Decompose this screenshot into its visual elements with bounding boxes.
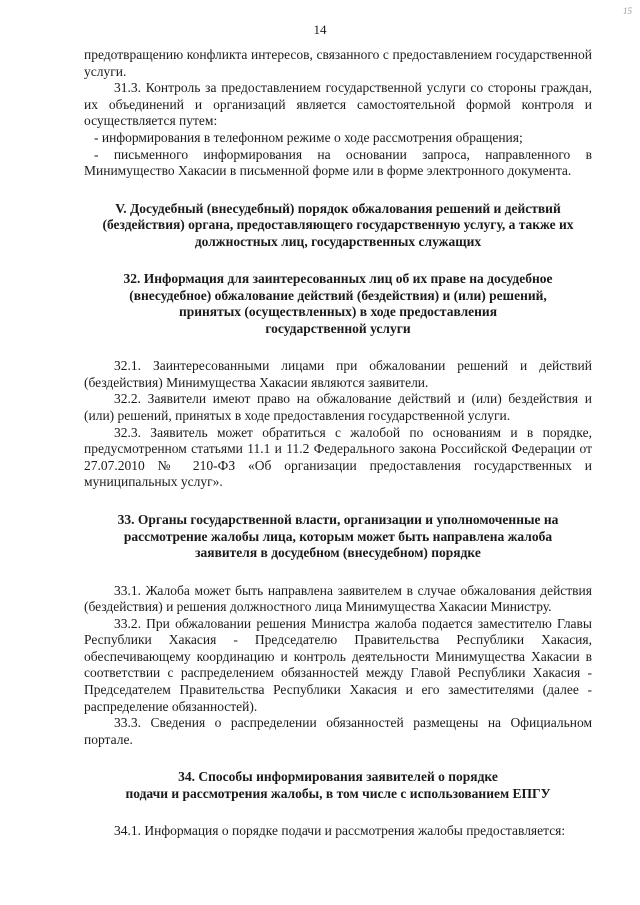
paragraph: 33.3. Сведения о распределении обязанностей размещены на Официальном портале. bbox=[84, 715, 592, 747]
heading-line: 32. Информация для заинтересованных лиц об их праве на досудебное bbox=[123, 271, 553, 287]
paragraph: - письменного информирования на основании запроса, направленного в Минимущество Хакасии в письменной форме или в форме электронного документа. bbox=[84, 146, 592, 179]
heading-line: V. Досудебный (внесудебный) порядок обжалования решений и действий bbox=[115, 200, 561, 216]
page-number: 14 bbox=[313, 22, 327, 37]
section-heading bbox=[84, 201, 592, 251]
paragraph: 33.1. Жалоба может быть направлена заявителем в случае обжалования действия (бездействия) и решения должностного лица Минимущества Хакасии Министру. bbox=[84, 582, 592, 615]
heading-line: рассмотрение жалобы лица, которым может быть направлена жалоба bbox=[123, 528, 553, 544]
paragraph: 32.2. Заявители имеют право на обжалование действий и (или) бездействия и (или) решений, принятых в ходе предоставления государственной услуги. bbox=[84, 391, 592, 424]
corner-mark: 15 bbox=[623, 6, 632, 16]
paragraph: 32.3. Заявитель может обратиться с жалобой по основаниям и в порядке, предусмотренном статьями 11.1 и 11.2 Федерального закона Российской Федерации от 27.07.2010 № 210-ФЗ «Об организации предоставления государственных и муниципальных услуг». bbox=[84, 424, 592, 490]
spacer bbox=[84, 250, 592, 271]
heading-line: 33. Органы государственной власти, организации и уполномоченные на bbox=[117, 512, 559, 527]
spacer bbox=[84, 802, 592, 823]
section-heading bbox=[84, 769, 592, 802]
heading-line: подачи и рассмотрения жалобы, в том числе с использованием ЕПГУ bbox=[125, 785, 551, 801]
paragraph: - информирования в телефонном режиме о ходе рассмотрения обращения; bbox=[94, 129, 523, 145]
spacer bbox=[84, 491, 592, 512]
paragraph: 34.1. Информация о порядке подачи и рассмотрения жалобы предоставляется: bbox=[114, 823, 566, 839]
section-heading bbox=[84, 512, 592, 562]
heading-line: (внесудебное) обжалование действий (бездействия) и (или) решений, bbox=[129, 287, 547, 303]
paragraph: 31.3. Контроль за предоставлением государственной услуги со стороны граждан, их объединений и организаций является самостоятельной формой контроля и осуществляется путем: bbox=[84, 80, 592, 129]
spacer bbox=[84, 562, 592, 583]
section-heading bbox=[84, 271, 592, 337]
heading-line: государственной услуги bbox=[265, 320, 411, 336]
spacer bbox=[84, 180, 592, 201]
heading-line: 34. Способы информирования заявителей о порядке bbox=[178, 769, 498, 785]
heading-line: должностных лиц, государственных служащих bbox=[194, 233, 482, 249]
spacer bbox=[84, 337, 592, 358]
paragraph: 32.1. Заинтересованными лицами при обжаловании решений и действий (бездействия) Минимущества Хакасии являются заявители. bbox=[84, 358, 592, 390]
heading-line: заявителя в досудебном (внесудебном) порядке bbox=[195, 545, 481, 560]
heading-line: (бездействия) органа, предоставляющего государственную услугу, а также их bbox=[102, 217, 574, 233]
paragraph: предотвращению конфликта интересов, связанного с предоставлением государственной услуги. bbox=[84, 47, 592, 79]
document-body bbox=[84, 47, 592, 840]
heading-line: принятых (осуществленных) в ходе предоставления bbox=[178, 304, 498, 320]
spacer bbox=[84, 748, 592, 769]
paragraph: 33.2. При обжаловании решения Министра жалоба подается заместителю Главы Республики Хакасия - Председателю Правительства Республики Хакасия, обеспечивающему координацию и контроль деятельности Минимущества Хакасии в соответствии с распределением обязанностей между Главой Республики Хакасия - Председателем Правительства Республики Хакасия и его заместителями (далее - распределение обязанностей). bbox=[84, 615, 592, 714]
